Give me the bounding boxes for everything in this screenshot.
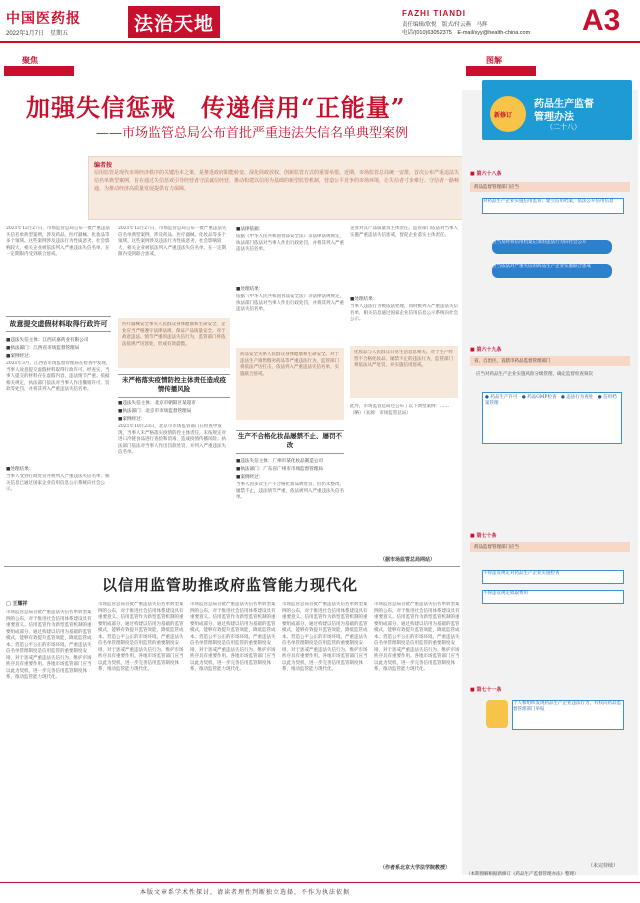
col1-bullet: ■处理结果： [6, 467, 34, 472]
article-title: 加强失信惩戒 传递信用“正能量” [26, 93, 406, 122]
col2-intro: 2021年12月27日，市场监管总局公布一批严重违法失信名单典型案例，涉及药品、医疗器械、化妆品等多个领域。这些案例涉及违法行为性质恶劣、社会影响较大，相关企业被依法列入严重违法失信名单，在一定期限内受到联合惩戒。 [118, 226, 227, 257]
sidebar-title-line3: （二十八） [546, 123, 581, 131]
col3-bullet: ■执法部门：广东省广州市市场监督管理局 [236, 467, 324, 472]
col3-bullet: ■违法失信主体：广州市某化妆品制造公司 [236, 459, 324, 464]
col3-heading: 生产不合格化妆品屡禁不止、屡罚不改 [238, 432, 342, 449]
col4-bullet: ■处理结果： [350, 297, 378, 302]
left-tab-label: 聚焦 [22, 55, 38, 65]
col1-intro: 2021年12月27日，市场监管总局公布一批严重违法失信名单典型案例，涉及药品、医疗器械、化妆品等多个领域。这些案例涉及违法行为性质恶劣、社会影响较大，相关企业被依法列入严重违法失信名单，在一定期限内受到联合惩戒。 [6, 226, 110, 257]
sidebar-text: 应当对药品生产企业实施风险分级管理，确定监督检查频次 [476, 372, 593, 377]
article2-author: □ 王耀祥 [6, 601, 28, 607]
col2-shade-text: 医疗器械安全事关人民群众身体健康和生命安全，企业应当严格遵守法律法规，保证产品质量安全。对于故意违法、情节严重的违法失信行为，监管部门将依法依规严厉惩处，形成有效震慑。 [122, 322, 226, 347]
col1-heading: 故意提交虚假材料取得行政许可 [9, 319, 108, 328]
col4-body: 此外，市场监管总局还公布了以下典型案例：……（略）（来源：市场监管总局） [350, 404, 449, 416]
sidebar-note: （本期图解根据新修订《药品生产监督管理办法》整理） [466, 872, 579, 877]
page-number: A3 [582, 4, 621, 37]
col2-bullet: ■执法部门：北京市市场监督管理局 [118, 409, 192, 414]
col4-result: 当事人违法行为被依法处理，同时被列入严重违法失信名单，相关信息通过国家企业信用信息公示系统向社会公示。 [350, 304, 458, 322]
col2-bullet: ■违法失信主体：北京市朝阳区某超市 [118, 401, 196, 406]
sidebar-title-line1: 药品生产监督 [534, 99, 594, 110]
newspaper-brand: 中国医药报 [6, 11, 81, 27]
col4-shade-text: 化妆品与人民群众日常生活息息相关。对于生产经营不合格化妆品、屡禁不止的违法行为，监管部门将依法从严处罚，并实施信用惩戒。 [354, 350, 453, 368]
article2-col: 市场监管总局首批严重违法失信名单典型案例的公布，对于推进社会信用体系建设具有重要意义。信用监管作为新型监管机制的重要组成部分，通过构建以信用为基础的监管模式，能够有效提升监管效能，降低监管成本，营造公平公正的市场环境。严重违法失信名单管理制度是信用监管的重要制度安排，对于惩戒严重违法失信行为、维护市场秩序具有重要作用。各地市场监管部门应当以此为契机，进一步完善信用监管制度体系，推动监管能力现代化。 [190, 602, 276, 672]
col3-bullet: ■法律依据： [236, 227, 264, 232]
section-pinyin: FAZHI TIANDI [402, 9, 466, 18]
article2-col: 市场监管总局首批严重违法失信名单典型案例的公布，对于推进社会信用体系建设具有重要意义。信用监管作为新型监管机制的重要组成部分，通过构建以信用为基础的监管模式，能够有效提升监管效能，降低监管成本，营造公平公正的市场环境。严重违法失信名单管理制度是信用监管的重要制度安排，对于惩戒严重违法失信行为、维护市场秩序具有重要作用。各地市场监管部门应当以此为契机，进一步完善信用监管制度体系，推动监管能力现代化。 [374, 602, 460, 672]
contact-info: 电话/(010)63052375 E-mail/syy@health-china.com [402, 30, 531, 36]
sidebar-article-head: ■ 第七十条 [470, 533, 497, 539]
col1-result: 当事人受到行政处罚并被列入严重违法失信名单，相关信息已通过国家企业信用信息公示系统向社会公示。 [6, 474, 110, 492]
sidebar-article-head: ■ 第六十九条 [470, 347, 502, 353]
header-divider [0, 41, 640, 43]
col3-body: 依据《中华人民共和国食品安全法》等法律法规规定，执法部门依法对当事人作出行政处罚，并将其列入严重违法失信名单。 [236, 234, 344, 252]
col1-bullet: ■执法部门：江西省市场监督管理局 [6, 346, 80, 351]
col2-heading: 未严格落实疫情防控主体责任造成疫情传播风险 [122, 376, 226, 393]
sidebar-band-text: 药品监督管理部门应当 [474, 545, 519, 550]
editor-note-text: 信用监管是现代市场经济秩序的关键治本之策，是推进政府职能转变、深化简政放权、创新监管方式的重要举措。近期，市场监管总局统一安排，首次公布严重违法失信名单典型案例，旨在通过失信惩戒引导经营者守法诚信经营，推动构建以信用为基础的新型监管机制，营造公平竞争的市场环境，让失信者寸步难行、守信者一路畅通，为推动经济高质量发展提供有力保障。 [94, 170, 460, 192]
sidebar-band-text: 药品监督管理部门应当 [474, 185, 519, 190]
article2-col: 市场监管总局首批严重违法失信名单典型案例的公布，对于推进社会信用体系建设具有重要意义。信用监管作为新型监管机制的重要组成部分，通过构建以信用为基础的监管模式，能够有效提升监管效能，降低监管成本，营造公平公正的市场环境。严重违法失信名单管理制度是信用监管的重要制度安排，对于惩戒严重违法失信行为、维护市场秩序具有重要作用。各地市场监管部门应当以此为契机，进一步完善信用监管制度体系，推动监管能力现代化。 [98, 602, 184, 672]
col3-bullet: ■处理结果： [236, 287, 264, 292]
article2-col: 市场监管总局首批严重违法失信名单典型案例的公布，对于推进社会信用体系建设具有重要意义。信用监管作为新型监管机制的重要组成部分，通过构建以信用为基础的监管模式，能够有效提升监管效能，降低监管成本，营造公平公正的市场环境。严重违法失信名单管理制度是信用监管的重要制度安排，对于惩戒严重违法失信行为、维护市场秩序具有重要作用。各地市场监管部门应当以此为契机，进一步完善信用监管制度体系，推动监管能力现代化。 [6, 610, 92, 680]
sidebar-box: 对药品生产企业实施信用监管，建立信用档案，依法公开信用信息 [482, 198, 624, 214]
col1-bullet: ■违法失信主体：江西庆嘉药业有限公司 [6, 338, 89, 343]
col4-intro: 企业对其产品质量负主体责任。监管部门依法对当事人实施严重违法失信惩戒，督促企业落实主体责任。 [350, 226, 458, 238]
article2-col: 市场监管总局首批严重违法失信名单典型案例的公布，对于推进社会信用体系建设具有重要意义。信用监管作为新型监管机制的重要组成部分，通过构建以信用为基础的监管模式，能够有效提升监管效能，降低监管成本，营造公平公正的市场环境。严重违法失信名单管理制度是信用监管的重要制度安排，对于惩戒严重违法失信行为、维护市场秩序具有重要作用。各地市场监管部门应当以此为契机，进一步完善信用监管制度体系，推动监管能力现代化。 [282, 602, 368, 672]
col4-source: （据市场监管总局网站） [380, 557, 436, 563]
right-tab-bar [466, 66, 536, 76]
col3-bullet: ■案例经过： [236, 475, 264, 480]
col3-result: 依据《中华人民共和国食品安全法》等法律法规规定，执法部门依法对当事人作出行政处罚，并将其列入严重违法失信名单。 [236, 294, 344, 312]
col1-bullet: ■案例经过： [6, 354, 34, 359]
left-tab-bar [4, 66, 74, 76]
col2-bullet: ■案例经过： [118, 417, 146, 422]
article-subtitle: ——市场监管总局公布首批严重违法失信名单典型案例 [96, 126, 409, 141]
col3-shade-text: 药品安全关系人民群众身体健康和生命安全。对于违法生产销售假劣药品等严重违法行为，监管部门将依法严厉打击，依法列入严重违法失信名单，实施联合惩戒。 [240, 352, 339, 377]
sidebar-credit: （未完待续） [588, 863, 619, 869]
sidebar-box: 个人和组织发现药品生产企业违法行为，有权向药品监督管理部门举报 [512, 700, 624, 730]
article2-signature: （作者系北京大学法学院教授） [380, 865, 451, 871]
footer-divider [0, 882, 640, 883]
sidebar-article-head: ■ 第六十八条 [470, 171, 502, 177]
col2-body: 2021年10月23日，北京市市场监管部门在检查中发现，当事人未严格落实疫情防控主体责任，未按规定对进口冷链食品进行查验和消毒，造成疫情传播风险。执法部门依法对当事人作出罚款处罚，并列入严重违法失信名单。 [118, 424, 226, 455]
col1-body: 2021年3月，江西省市场监督管理局在检查中发现，当事人故意提交虚假材料取得行政许可。经查实，当事人提交的材料存在虚假内容，违法情节严重。依据相关规定，执法部门依法对当事人作出撤销许可、罚款等处罚，并将其列入严重违法失信名单。 [6, 361, 111, 392]
sidebar-title-line2: 管理办法 [534, 112, 574, 123]
sidebar-box: 不得违反规定对药品生产企业实施检查 [482, 570, 624, 584]
article2-title: 以信用监管助推政府监管能力现代化 [101, 576, 358, 594]
section-title: 法治天地 [128, 6, 220, 38]
sidebar-blue-item: 应当及时将信用档案记录的违法行为向社会公开 [492, 240, 612, 254]
sidebar-band-text: 省、自治区、直辖市药品监督管理部门 [474, 359, 551, 364]
sidebar-article-head: ■ 第七十一条 [470, 687, 502, 693]
editor-note-label: 编者按 [94, 162, 113, 169]
article-divider [4, 566, 460, 567]
sidebar-prefix: 新修订 [494, 112, 513, 119]
col3-body2: 当事人因多次生产不合格化妆品被处罚，但仍未整改，屡禁不止，违法情节严重，依法被列入严重违法失信名单。 [236, 482, 344, 500]
person-icon [486, 700, 508, 728]
sidebar-blue-item: 应当依法对严重失信的药品生产企业实施联合惩戒 [492, 264, 612, 278]
sidebar-box: 不得违反规定收取费用 [482, 590, 624, 604]
issue-date: 2022年1月7日 星期五 [6, 31, 69, 37]
editor-credit: 责任编辑/欣悦 版式/付云燕 马辉 [402, 22, 488, 28]
sidebar-box: ● 药品生产许可 ● 药品GMP检查 ● 违法行为查处 ● 信用档案管理 [482, 392, 622, 444]
footer-note: 本版文章系学术性探讨，请读者理性判断独立选择，不作为执法依据 [140, 889, 351, 896]
right-tab-label: 图解 [486, 55, 502, 65]
